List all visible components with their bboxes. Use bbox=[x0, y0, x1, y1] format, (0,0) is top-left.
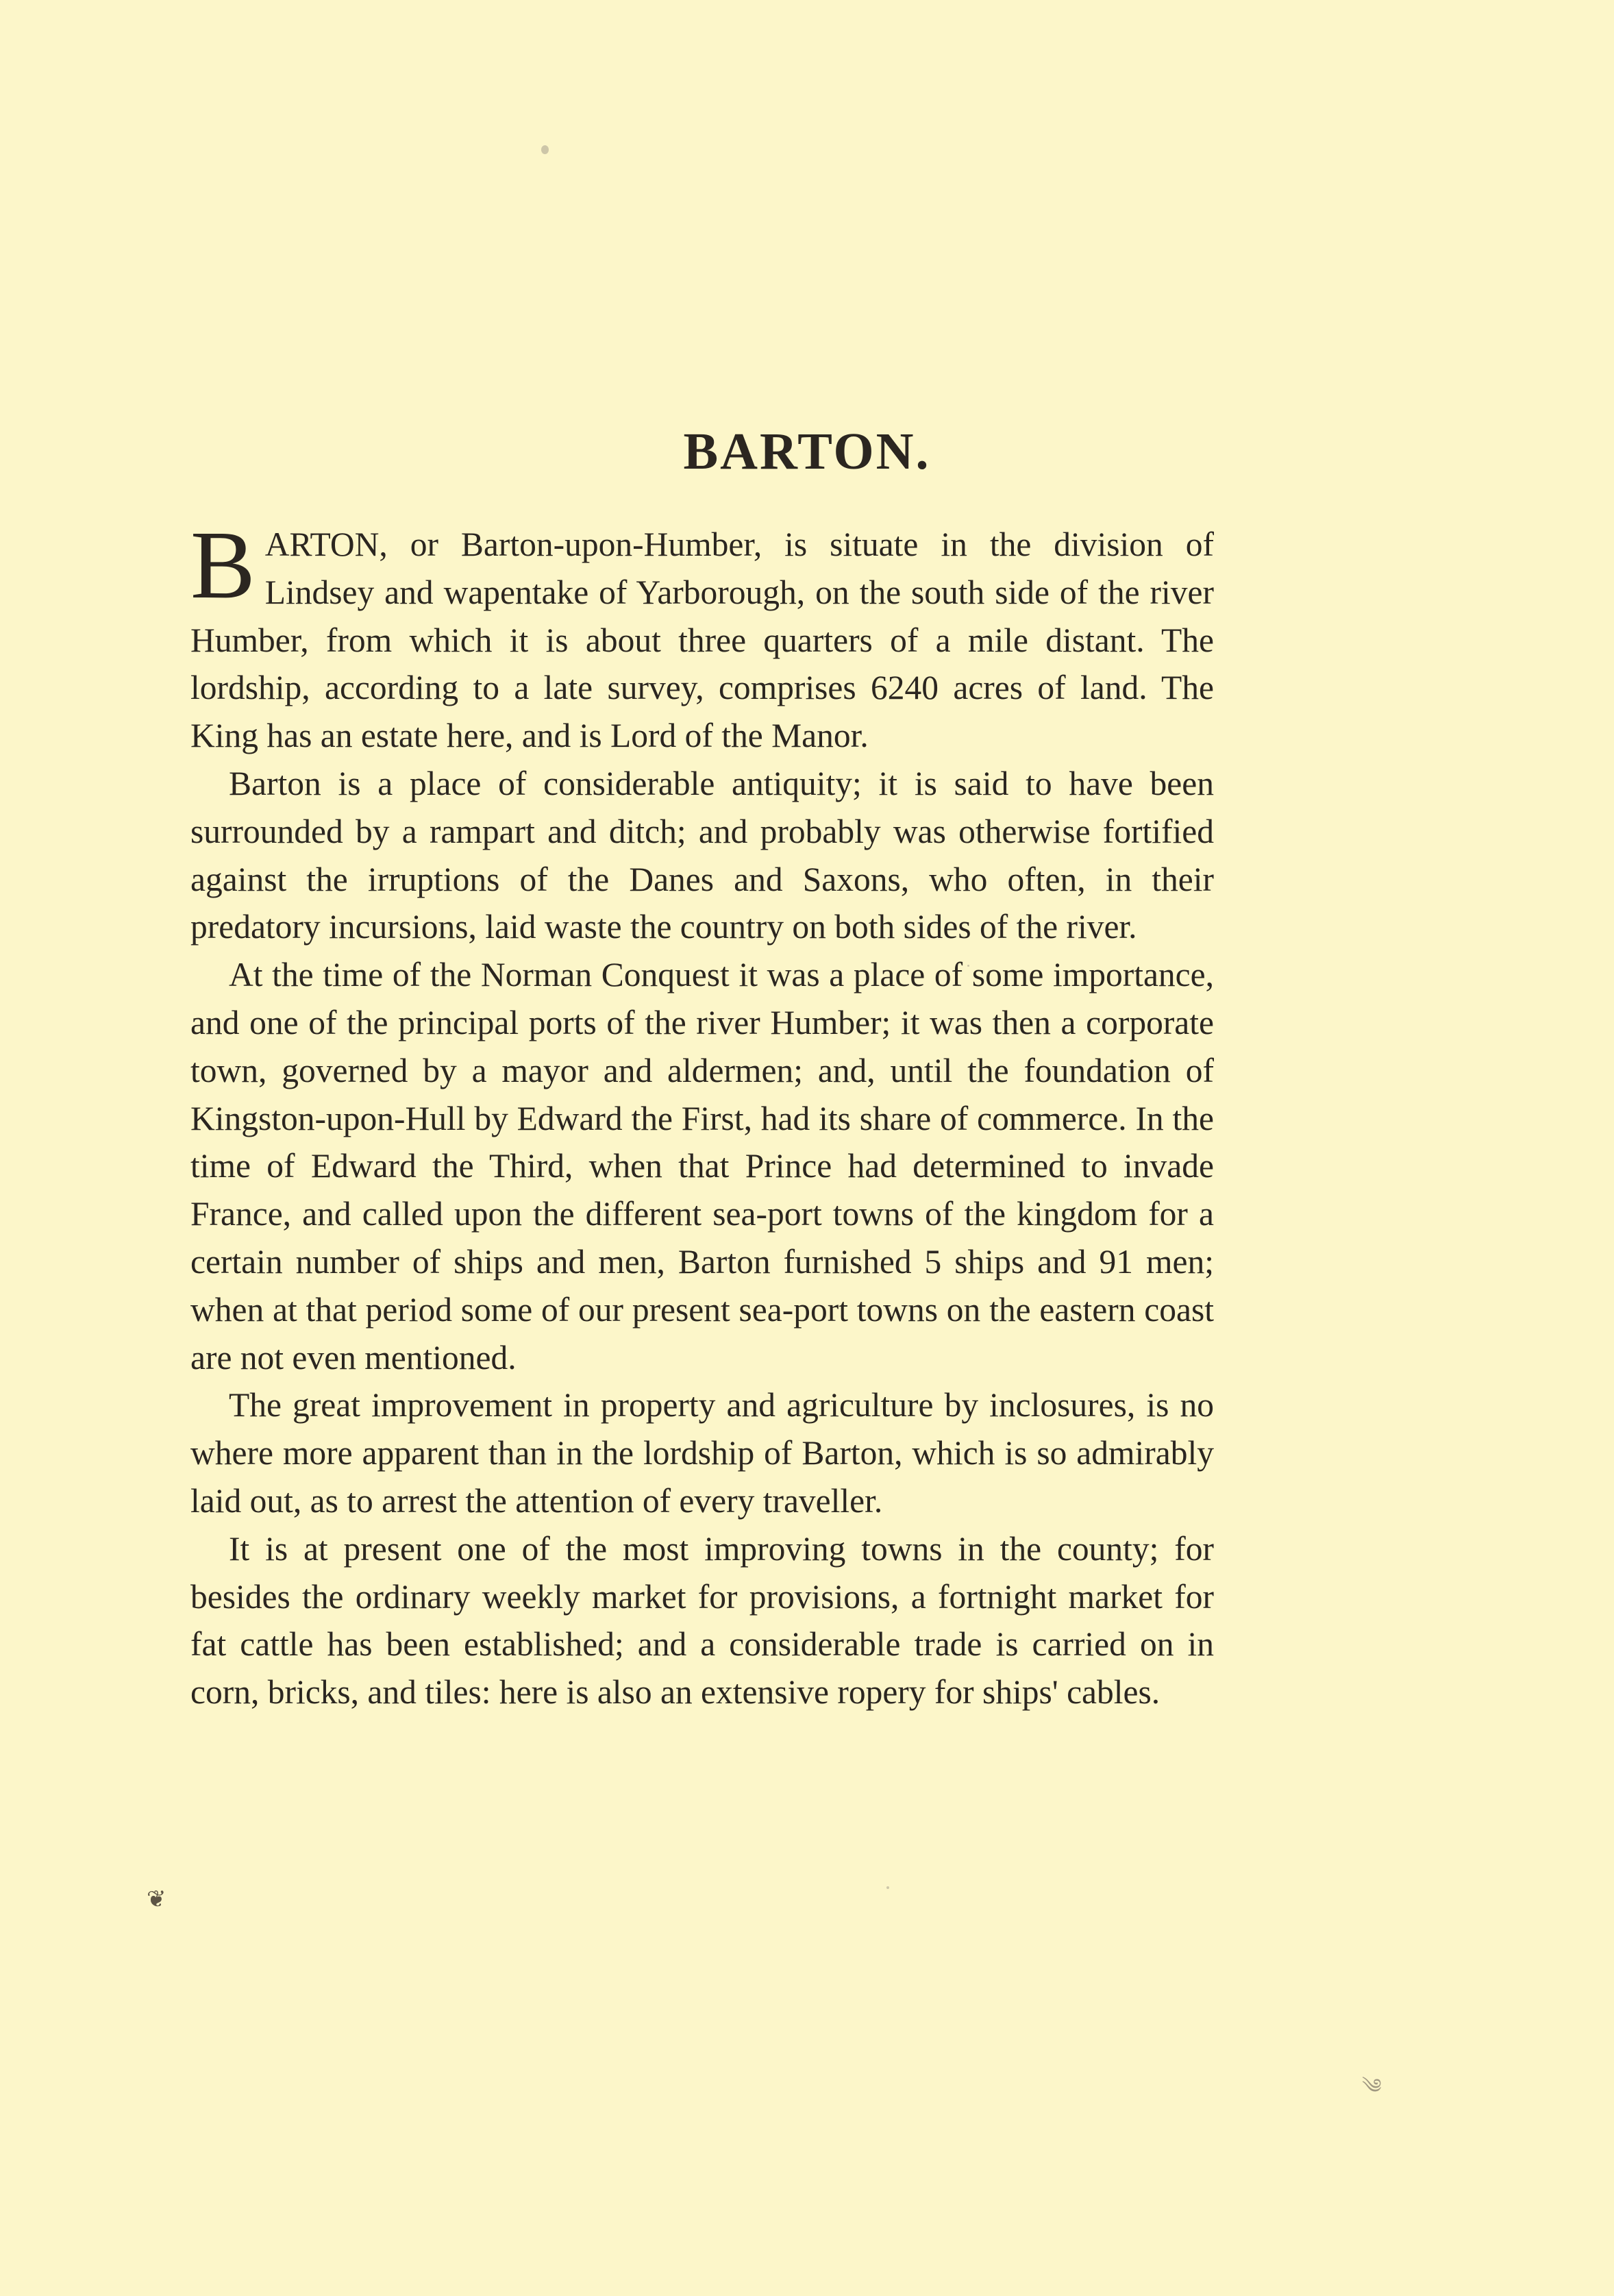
paper-speck bbox=[541, 145, 549, 154]
paragraph-3: At the time of the Norman Conquest it was a place of some importance, and one of the principal ports of the river Humber; it was then a corporate town, governed by a mayor and aldermen; and, until the foundation of Kingston-upon-Hull by Edward the First, had its share of commerce. In the time of Edward the Third, when that Prince had determined to invade France, and called upon the different sea-port towns of the kingdom for a certain number of ships and men, Barton furnished 5 ships and 91 men; when at that period some of our present sea-port towns on the eastern coast are not even mentioned. bbox=[190, 956, 1214, 1377]
fleuron-icon: ❦ bbox=[147, 1886, 166, 1913]
drop-cap: B bbox=[190, 510, 256, 619]
document-body bbox=[190, 510, 1214, 1716]
paragraph-5: It is at present one of the most improving towns in the county; for besides the ordinary weekly market for provisions, a fortnight market for fat cattle has been established; and a considerable trade is carried on in corn, bricks, and tiles: here is also an extensive ropery for ships' cables. bbox=[190, 1529, 1214, 1712]
page-title: BARTON. bbox=[683, 422, 931, 480]
paragraph-4: The great improvement in property and agriculture by inclosures, is no where more apparent than in the lordship of Barton, which is so admirably laid out, as to arrest the attention of every traveller. bbox=[190, 1386, 1214, 1520]
paper-speck bbox=[886, 1886, 889, 1889]
paragraph-2: Barton is a place of considerable antiquity; it is said to have been surrounded by a rampart and ditch; and probably was otherwise fortified against the irruptions of the Danes and Saxons, who often, in their predatory incursions, laid waste the country on both sides of the river. bbox=[190, 764, 1214, 946]
paragraph-text: ARTON, or Barton-upon-Humber, is situate in the division of Lindsey and wapentake of Yarborough, on the south side of the river Humber, from which it is about three quarters of a mile distant. The lordship, according to a late survey, comprises 6240 acres of land. The King has an estate here, and is Lord of the Manor. bbox=[190, 526, 1214, 755]
paragraph-1 bbox=[190, 510, 1214, 760]
margin-mark-icon: ༄ bbox=[1362, 2075, 1382, 2099]
